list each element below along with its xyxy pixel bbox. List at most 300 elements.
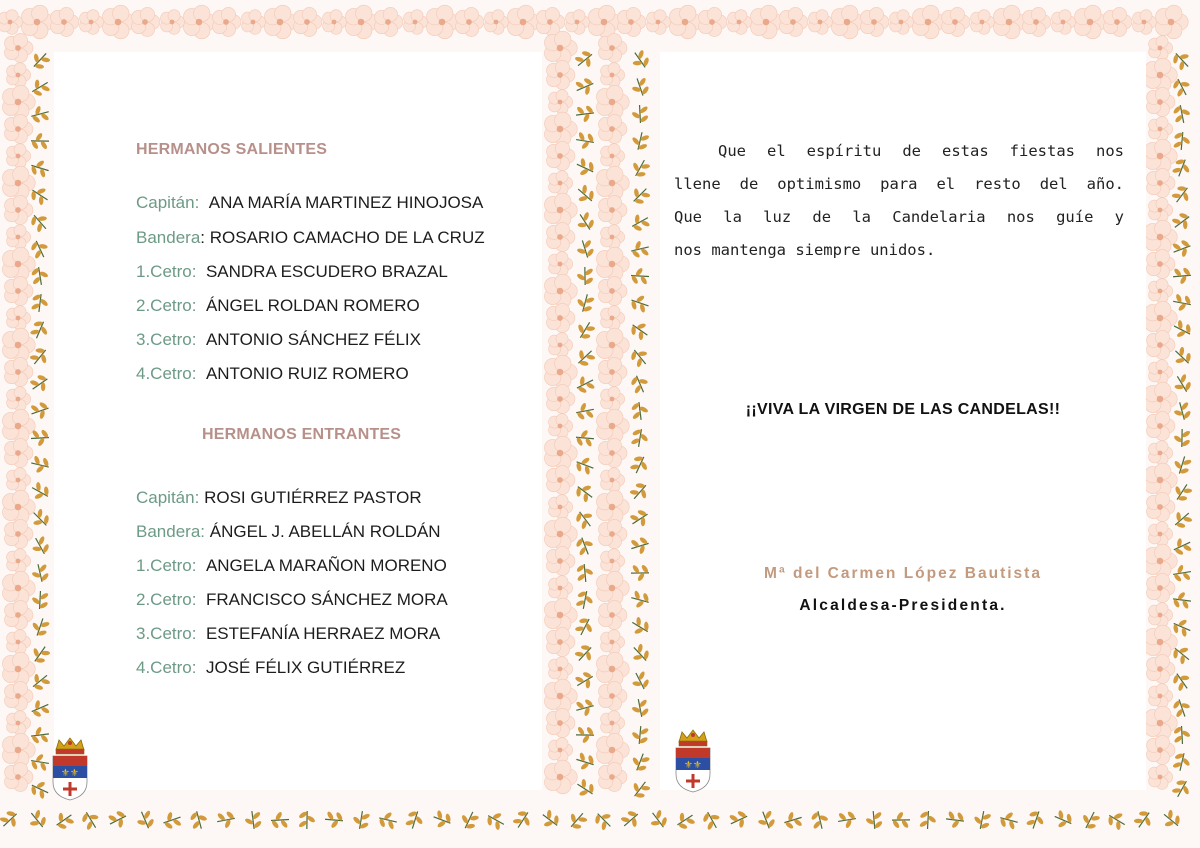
flower-icon — [1144, 544, 1177, 578]
leaf-sprig-icon — [351, 810, 372, 831]
flower-icon — [544, 760, 577, 794]
flower-icon — [213, 7, 241, 36]
left-page-panel — [54, 52, 542, 790]
flower-icon — [601, 144, 625, 169]
entry-name: ANTONIO SÁNCHEZ FÉLIX — [205, 330, 421, 349]
leaf-sprig-icon — [28, 157, 51, 179]
flower-icon — [599, 519, 627, 548]
leaf-sprig-icon — [971, 809, 992, 830]
leaf-sprig-icon — [627, 317, 652, 342]
flower-icon — [1147, 168, 1175, 197]
flower-icon — [596, 166, 629, 200]
incoming-entry — [136, 657, 405, 679]
leaf-sprig-icon — [1051, 808, 1075, 832]
leaf-sprig-icon — [573, 75, 597, 99]
flower-icon — [2, 247, 35, 281]
leaf-sprig-icon — [809, 809, 831, 831]
leaf-sprig-icon — [628, 750, 651, 774]
flower-icon — [596, 85, 629, 119]
flower-icon — [404, 10, 428, 35]
leaf-sprig-icon — [483, 808, 508, 833]
entry-name: ANTONIO RUIZ ROMERO — [205, 364, 409, 383]
flower-icon — [426, 5, 459, 39]
leaf-sprig-icon — [51, 808, 76, 833]
coat-of-arms-icon — [50, 736, 90, 802]
flower-icon — [547, 60, 575, 89]
flower-icon — [1147, 573, 1175, 602]
leaf-sprig-icon — [1078, 808, 1102, 833]
flower-icon — [1149, 198, 1173, 223]
flower-icon — [161, 10, 185, 35]
flower-icon — [544, 598, 577, 632]
flower-icon — [912, 5, 945, 39]
flower-icon — [618, 7, 646, 36]
leaf-sprig-icon — [672, 808, 697, 833]
leaf-sprig-icon — [591, 807, 617, 833]
flower-icon — [132, 7, 160, 36]
flower-icon — [549, 171, 573, 196]
flower-icon — [549, 252, 573, 277]
flower-icon — [5, 438, 33, 467]
flower-icon — [7, 306, 31, 331]
flower-icon — [1149, 603, 1173, 628]
flower-icon — [5, 276, 33, 305]
leaf-sprig-icon — [1171, 292, 1192, 313]
leaf-sprig-icon — [575, 104, 595, 124]
flower-icon — [0, 10, 23, 35]
leaf-sprig-icon — [572, 344, 598, 370]
leaf-sprig-icon — [630, 427, 651, 448]
leaf-sprig-icon — [627, 479, 653, 505]
flower-icon — [5, 195, 33, 224]
leaf-sprig-icon — [1104, 807, 1129, 832]
leaf-sprig-icon — [564, 807, 590, 833]
entry-name: ROSI GUTIÉRREZ PASTOR — [204, 488, 422, 507]
entry-name: JOSÉ FÉLIX GUTIÉRREZ — [205, 658, 406, 677]
leaf-sprig-icon — [754, 808, 777, 832]
flower-icon — [549, 738, 573, 763]
leaf-sprig-icon — [324, 810, 344, 829]
entry-role: 1.Cetro: — [136, 556, 197, 575]
flower-icon — [647, 10, 671, 35]
entry-name: ÁNGEL ROLDAN ROMERO — [205, 296, 420, 315]
entry-name: SANDRA ESCUDERO BRAZAL — [205, 262, 448, 281]
entry-role: 3.Cetro: — [136, 624, 197, 643]
flower-icon — [242, 10, 266, 35]
flower-icon — [599, 600, 627, 629]
flower-icon — [485, 10, 509, 35]
leaf-sprig-icon — [574, 292, 596, 314]
leaf-sprig-icon — [576, 726, 595, 744]
flower-icon — [599, 195, 627, 224]
flower-icon — [549, 90, 573, 115]
leaf-sprig-icon — [631, 105, 650, 124]
leaf-sprig-icon — [1170, 776, 1195, 801]
leaf-sprig-icon — [628, 453, 652, 477]
flower-icon — [1074, 5, 1107, 39]
flower-icon — [102, 5, 135, 39]
flower-icon — [699, 7, 727, 36]
leaf-sprig-icon — [627, 344, 652, 370]
entry-name: ANGELA MARAÑON MORENO — [205, 556, 447, 575]
flower-icon — [7, 63, 31, 88]
flower-icon — [601, 468, 625, 493]
paragraph-line: llene de optimismo para el resto del año. — [674, 175, 1124, 193]
flower-icon — [544, 517, 577, 551]
entry-role: Bandera: — [136, 522, 205, 541]
leaf-sprig-icon — [31, 429, 50, 448]
signature-name: Mª del Carmen López Bautista — [764, 565, 1042, 582]
incoming-entry — [136, 487, 422, 509]
leaf-sprig-icon — [628, 372, 652, 396]
leaf-sprig-icon — [627, 182, 653, 208]
flower-icon — [599, 357, 627, 386]
incoming-entry — [136, 555, 447, 577]
incoming-entry — [136, 521, 441, 543]
flower-icon — [5, 114, 33, 143]
leaf-sprig-icon — [1132, 807, 1157, 832]
flower-icon — [1147, 411, 1175, 440]
flower-icon — [1133, 10, 1157, 35]
outgoing-entry — [136, 261, 448, 283]
leaf-sprig-icon — [573, 534, 596, 558]
leaf-sprig-icon — [628, 506, 653, 531]
flower-icon — [549, 495, 573, 520]
flower-icon — [1144, 625, 1177, 659]
flower-icon — [5, 600, 33, 629]
flower-icon — [2, 409, 35, 443]
flower-icon — [1149, 441, 1173, 466]
flower-icon — [1144, 706, 1177, 740]
leaf-sprig-icon — [575, 131, 596, 152]
leaf-sprig-icon — [1170, 696, 1193, 719]
flower-icon — [80, 10, 104, 35]
leaf-sprig-icon — [628, 669, 652, 694]
flower-icon — [669, 5, 702, 39]
leaf-sprig-icon — [727, 808, 751, 832]
flower-icon — [7, 144, 31, 169]
outgoing-entry — [136, 329, 421, 351]
leaf-sprig-icon — [572, 641, 598, 667]
leaf-sprig-icon — [572, 479, 597, 504]
flower-icon — [5, 681, 33, 710]
flower-icon — [971, 10, 995, 35]
leaf-sprig-icon — [700, 807, 725, 832]
leaf-sprig-icon — [537, 807, 562, 832]
paragraph-line: Que la luz de la Candelaria nos guíe y — [674, 208, 1124, 226]
leaf-sprig-icon — [243, 810, 263, 830]
leaf-sprig-icon — [78, 807, 103, 832]
flower-icon — [601, 711, 625, 736]
flower-icon — [549, 333, 573, 358]
flower-icon — [809, 10, 833, 35]
leaf-sprig-icon — [864, 810, 883, 830]
flower-icon — [544, 193, 577, 227]
leaf-sprig-icon — [133, 808, 157, 832]
leaf-sprig-icon — [29, 562, 51, 584]
leaf-sprig-icon — [574, 238, 596, 261]
leaf-sprig-icon — [574, 589, 595, 610]
flower-icon — [1149, 684, 1173, 709]
entry-role: Capitán: — [136, 488, 200, 507]
leaf-sprig-icon — [572, 506, 597, 531]
flower-icon — [547, 222, 575, 251]
flower-icon — [547, 384, 575, 413]
flower-icon — [7, 549, 31, 574]
flower-icon — [2, 652, 35, 686]
flower-icon — [861, 7, 889, 36]
flower-icon — [728, 10, 752, 35]
leaf-sprig-icon — [573, 156, 597, 180]
entry-role: 3.Cetro: — [136, 330, 197, 349]
outgoing-entry — [136, 363, 409, 385]
flower-icon — [5, 33, 33, 62]
leaf-sprig-icon — [629, 76, 652, 99]
leaf-sprig-icon — [0, 807, 23, 833]
flower-icon — [544, 679, 577, 713]
entry-name: ÁNGEL J. ABELLÁN ROLDÁN — [209, 522, 441, 541]
flower-icon — [596, 328, 629, 362]
leaf-sprig-icon — [160, 809, 183, 832]
leaf-sprig-icon — [618, 807, 644, 833]
outgoing-entry — [136, 295, 420, 317]
leaf-sprig-icon — [1171, 103, 1192, 124]
flower-icon — [1149, 279, 1173, 304]
flower-icon — [1155, 5, 1188, 39]
flower-icon — [294, 7, 322, 36]
flower-icon — [1149, 360, 1173, 385]
leaf-sprig-icon — [30, 293, 50, 313]
flower-icon — [264, 5, 297, 39]
leaf-sprig-icon — [572, 318, 597, 343]
flower-icon — [544, 31, 577, 65]
flower-icon — [183, 5, 216, 39]
flower-icon — [547, 303, 575, 332]
flower-icon — [1104, 7, 1132, 36]
leaf-sprig-icon — [631, 564, 650, 582]
svg-text:⚜⚜: ⚜⚜ — [61, 768, 79, 779]
flower-icon — [601, 306, 625, 331]
flower-icon — [345, 5, 378, 39]
flower-icon — [7, 225, 31, 250]
entry-name: ANA MARÍA MARTINEZ HINOJOSA — [208, 193, 484, 212]
leaf-sprig-icon — [29, 454, 51, 476]
leaf-sprig-icon — [630, 401, 650, 421]
flower-icon — [1147, 330, 1175, 359]
leaf-sprig-icon — [781, 809, 804, 831]
flower-icon — [544, 112, 577, 146]
flower-icon — [5, 519, 33, 548]
flower-icon — [1144, 301, 1177, 335]
flower-icon — [596, 733, 629, 767]
flower-icon — [547, 465, 575, 494]
flower-icon — [21, 5, 54, 39]
flower-icon — [942, 7, 970, 36]
incoming-entry — [136, 589, 448, 611]
leaf-sprig-icon — [629, 535, 652, 557]
leaf-sprig-icon — [457, 808, 481, 832]
flower-icon — [5, 357, 33, 386]
leaf-sprig-icon — [574, 400, 595, 421]
leaf-sprig-icon — [30, 132, 49, 150]
flower-icon — [566, 10, 590, 35]
outgoing-brothers-heading: HERMANOS SALIENTES — [136, 141, 328, 158]
flower-icon — [1144, 58, 1177, 92]
leaf-sprig-icon — [574, 697, 596, 719]
flower-icon — [831, 5, 864, 39]
leaf-sprig-icon — [1158, 807, 1184, 832]
flower-icon — [993, 5, 1026, 39]
flower-icon — [599, 762, 627, 791]
flower-icon — [51, 7, 79, 36]
leaf-sprig-icon — [30, 725, 50, 745]
flower-icon — [7, 468, 31, 493]
flower-icon — [7, 711, 31, 736]
flower-icon — [1149, 36, 1173, 61]
flower-icon — [599, 681, 627, 710]
leaf-sprig-icon — [1025, 808, 1048, 831]
leaf-sprig-icon — [837, 810, 858, 831]
paragraph-line: nos mantenga siempre unidos. — [674, 241, 936, 259]
flower-icon — [547, 708, 575, 737]
flower-icon — [599, 438, 627, 467]
leaf-sprig-icon — [627, 776, 652, 801]
leaf-sprig-icon — [575, 428, 595, 447]
entry-role: Bandera — [136, 228, 201, 247]
flower-icon — [547, 141, 575, 170]
leaf-sprig-icon — [628, 47, 653, 72]
leaf-sprig-icon — [215, 809, 236, 830]
leaf-sprig-icon — [1172, 131, 1191, 151]
flower-icon — [375, 7, 403, 36]
flower-icon — [601, 549, 625, 574]
flower-icon — [599, 114, 627, 143]
flower-icon — [1144, 382, 1177, 416]
leaf-sprig-icon — [629, 589, 651, 611]
entry-name: FRANCISCO SÁNCHEZ MORA — [205, 590, 448, 609]
leaf-sprig-icon — [298, 810, 316, 829]
leaf-sprig-icon — [919, 810, 938, 829]
flower-icon — [596, 409, 629, 443]
signature-title: Alcaldesa-Presidenta. — [799, 597, 1007, 614]
leaf-sprig-icon — [576, 267, 594, 286]
flower-icon — [1149, 522, 1173, 547]
entry-name: ESTEFANÍA HERRAEZ MORA — [205, 624, 441, 643]
leaf-sprig-icon — [628, 156, 653, 181]
leaf-sprig-icon — [629, 130, 651, 152]
leaf-sprig-icon — [377, 809, 399, 831]
flower-icon — [2, 571, 35, 605]
flower-icon — [1147, 249, 1175, 278]
flower-icon — [549, 657, 573, 682]
flower-icon — [323, 10, 347, 35]
flower-icon — [1147, 654, 1175, 683]
flower-icon — [1147, 735, 1175, 764]
entry-role: 4.Cetro: — [136, 364, 197, 383]
leaf-sprig-icon — [630, 725, 649, 745]
leaf-sprig-icon — [29, 399, 52, 422]
flower-icon — [544, 436, 577, 470]
leaf-sprig-icon — [645, 807, 670, 832]
leaf-sprig-icon — [574, 751, 597, 773]
flower-icon — [2, 490, 35, 524]
flower-icon — [1149, 765, 1173, 790]
flower-icon — [549, 414, 573, 439]
leaf-sprig-icon — [629, 238, 651, 260]
coat-of-arms-icon — [673, 728, 713, 794]
leaf-sprig-icon — [998, 809, 1020, 831]
incoming-entry — [136, 623, 440, 645]
leaf-sprig-icon — [572, 182, 598, 208]
flower-icon — [2, 85, 35, 119]
leaf-sprig-icon — [575, 563, 594, 583]
svg-text:⚜⚜: ⚜⚜ — [684, 760, 702, 771]
flower-icon — [1023, 7, 1051, 36]
leaf-sprig-icon — [1171, 751, 1193, 773]
entry-role: 2.Cetro: — [136, 296, 197, 315]
flower-icon — [601, 225, 625, 250]
leaf-sprig-icon — [430, 808, 454, 831]
flower-icon — [7, 630, 31, 655]
flower-icon — [544, 274, 577, 308]
leaf-sprig-icon — [891, 811, 910, 829]
flower-icon — [2, 733, 35, 767]
flower-icon — [1147, 492, 1175, 521]
outgoing-entry — [136, 192, 483, 214]
flower-icon — [549, 576, 573, 601]
flower-icon — [5, 762, 33, 791]
flower-icon — [456, 7, 484, 36]
flower-icon — [890, 10, 914, 35]
flower-icon — [7, 387, 31, 412]
leaf-sprig-icon — [945, 810, 965, 830]
entry-role: 1.Cetro: — [136, 262, 197, 281]
flower-icon — [601, 630, 625, 655]
leaf-sprig-icon — [629, 697, 650, 718]
leaf-sprig-icon — [1172, 266, 1192, 285]
flower-icon — [1052, 10, 1076, 35]
leaf-sprig-icon — [270, 811, 289, 830]
flower-icon — [507, 5, 540, 39]
entry-role: Capitán: — [136, 193, 200, 212]
flower-icon — [1144, 463, 1177, 497]
leaf-sprig-icon — [1172, 590, 1192, 610]
flower-icon — [596, 571, 629, 605]
leaf-sprig-icon — [404, 808, 426, 831]
leaf-sprig-icon — [628, 615, 653, 640]
flower-icon — [2, 166, 35, 200]
entry-role: 4.Cetro: — [136, 658, 197, 677]
paragraph-line: Que el espíritu de estas fiestas nos — [718, 142, 1124, 160]
leaf-sprig-icon — [1173, 429, 1191, 448]
leaf-sprig-icon — [628, 291, 651, 314]
flower-icon — [596, 490, 629, 524]
flower-icon — [1144, 139, 1177, 173]
flower-icon — [547, 627, 575, 656]
flower-icon — [596, 652, 629, 686]
viva-exclamation: ¡¡VIVA LA VIRGEN DE LAS CANDELAS!! — [745, 401, 1061, 418]
right-page-panel — [660, 52, 1146, 790]
leaf-sprig-icon — [188, 809, 210, 831]
flower-icon — [599, 276, 627, 305]
flower-icon — [780, 7, 808, 36]
leaf-sprig-icon — [24, 807, 49, 833]
outgoing-entry — [136, 227, 485, 249]
flower-icon — [1147, 87, 1175, 116]
leaf-sprig-icon — [630, 267, 649, 286]
entry-name: : ROSARIO CAMACHO DE LA CRUZ — [200, 228, 485, 247]
flower-icon — [547, 546, 575, 575]
